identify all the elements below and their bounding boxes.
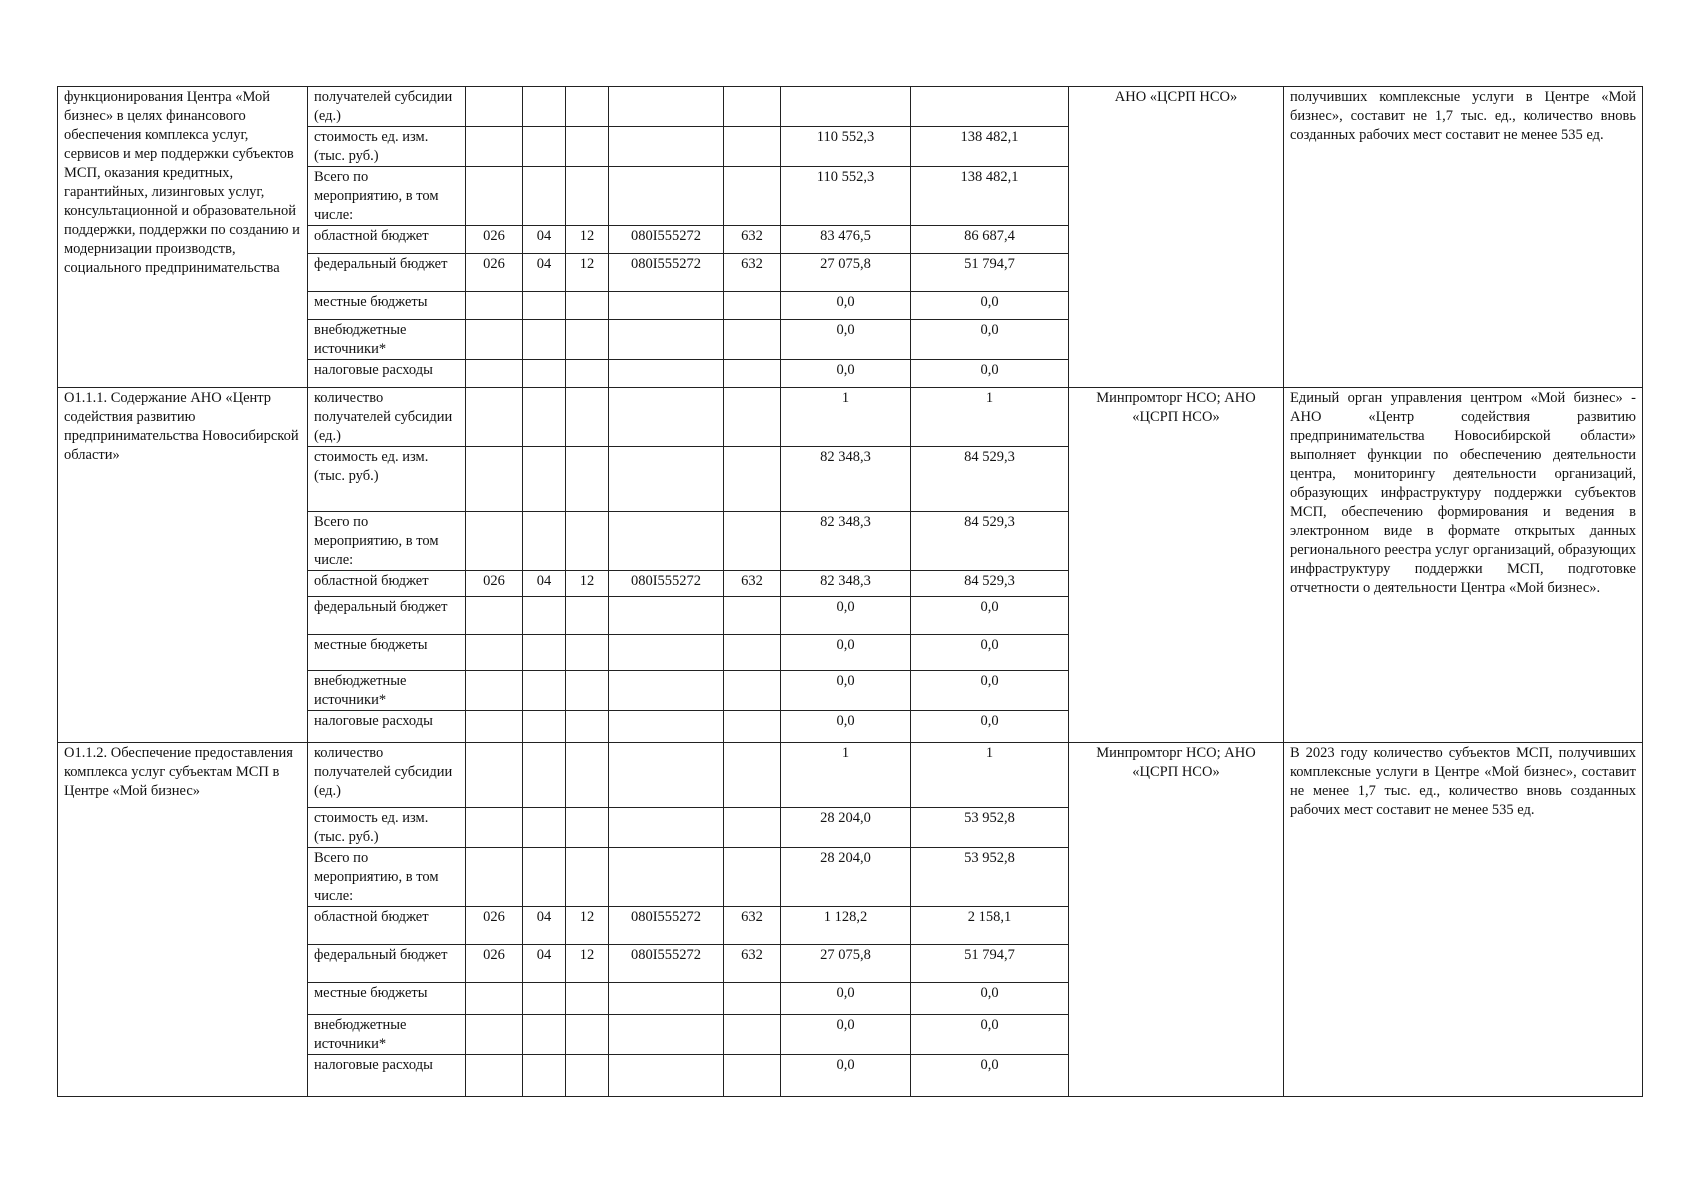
value-year-2: 0,0 — [911, 711, 1069, 743]
pr-code — [566, 388, 609, 447]
value-year-1: 28 204,0 — [781, 808, 911, 848]
indicator-label: получателей субсидии (ед.) — [308, 87, 466, 127]
csr-code — [609, 597, 724, 635]
pr-code — [566, 1055, 609, 1097]
csr-code — [609, 320, 724, 360]
table-row — [58, 388, 1643, 447]
indicator-label: стоимость ед. изм. (тыс. руб.) — [308, 447, 466, 512]
grbs-code — [466, 87, 523, 127]
value-year-1: 27 075,8 — [781, 945, 911, 983]
csr-code — [609, 671, 724, 711]
value-year-2: 0,0 — [911, 320, 1069, 360]
csr-code — [609, 635, 724, 671]
pr-code: 12 — [566, 907, 609, 945]
grbs-code — [466, 292, 523, 320]
grbs-code — [466, 320, 523, 360]
pr-code — [566, 848, 609, 907]
indicator-label: налоговые расходы — [308, 1055, 466, 1097]
rz-code — [523, 743, 566, 808]
value-year-1: 0,0 — [781, 1015, 911, 1055]
value-year-1: 1 — [781, 743, 911, 808]
csr-code — [609, 87, 724, 127]
indicator-label: Всего по мероприятию, в том числе: — [308, 167, 466, 226]
rz-code — [523, 167, 566, 226]
pr-code — [566, 635, 609, 671]
vr-code — [724, 512, 781, 571]
grbs-code: 026 — [466, 226, 523, 254]
indicator-label: внебюджетные источники* — [308, 320, 466, 360]
value-year-2: 1 — [911, 388, 1069, 447]
indicator-label: местные бюджеты — [308, 983, 466, 1015]
vr-code — [724, 597, 781, 635]
pr-code — [566, 1015, 609, 1055]
grbs-code — [466, 512, 523, 571]
pr-code — [566, 360, 609, 388]
value-year-1: 0,0 — [781, 292, 911, 320]
csr-code — [609, 167, 724, 226]
value-year-2: 84 529,3 — [911, 571, 1069, 597]
value-year-1: 110 552,3 — [781, 167, 911, 226]
value-year-1: 0,0 — [781, 711, 911, 743]
csr-code — [609, 292, 724, 320]
indicator-label: налоговые расходы — [308, 711, 466, 743]
grbs-code — [466, 1055, 523, 1097]
indicator-label: Всего по мероприятию, в том числе: — [308, 512, 466, 571]
rz-code — [523, 635, 566, 671]
value-year-2: 138 482,1 — [911, 167, 1069, 226]
pr-code — [566, 808, 609, 848]
vr-code — [724, 1015, 781, 1055]
rz-code — [523, 711, 566, 743]
vr-code — [724, 360, 781, 388]
indicator-label: количество получателей субсидии (ед.) — [308, 388, 466, 447]
csr-code — [609, 1055, 724, 1097]
pr-code: 12 — [566, 571, 609, 597]
pr-code — [566, 671, 609, 711]
pr-code — [566, 127, 609, 167]
rz-code — [523, 848, 566, 907]
indicator-label: количество получателей субсидии (ед.) — [308, 743, 466, 808]
rz-code: 04 — [523, 571, 566, 597]
pr-code — [566, 87, 609, 127]
activity-title: О1.1.2. Обеспечение предоставления комплекса услуг субъектам МСП в Центре «Мой бизнес» — [58, 743, 308, 1097]
vr-code — [724, 447, 781, 512]
grbs-code — [466, 983, 523, 1015]
vr-code: 632 — [724, 907, 781, 945]
pr-code — [566, 512, 609, 571]
rz-code — [523, 320, 566, 360]
grbs-code — [466, 360, 523, 388]
vr-code: 632 — [724, 571, 781, 597]
value-year-1: 0,0 — [781, 597, 911, 635]
vr-code — [724, 388, 781, 447]
rz-code — [523, 808, 566, 848]
vr-code — [724, 320, 781, 360]
indicator-label: местные бюджеты — [308, 635, 466, 671]
indicator-label: федеральный бюджет — [308, 254, 466, 292]
vr-code — [724, 743, 781, 808]
indicator-label: стоимость ед. изм. (тыс. руб.) — [308, 808, 466, 848]
grbs-code — [466, 127, 523, 167]
csr-code — [609, 1015, 724, 1055]
grbs-code — [466, 597, 523, 635]
pr-code — [566, 597, 609, 635]
value-year-1: 1 128,2 — [781, 907, 911, 945]
value-year-2: 0,0 — [911, 635, 1069, 671]
csr-code — [609, 983, 724, 1015]
rz-code — [523, 1015, 566, 1055]
vr-code — [724, 711, 781, 743]
grbs-code — [466, 848, 523, 907]
budget-table — [57, 86, 1643, 1097]
executor: АНО «ЦСРП НСО» — [1069, 87, 1284, 388]
rz-code — [523, 388, 566, 447]
rz-code — [523, 360, 566, 388]
value-year-2: 0,0 — [911, 360, 1069, 388]
indicator-label: федеральный бюджет — [308, 597, 466, 635]
rz-code — [523, 1055, 566, 1097]
indicator-label: областной бюджет — [308, 571, 466, 597]
value-year-2: 138 482,1 — [911, 127, 1069, 167]
pr-code — [566, 711, 609, 743]
csr-code — [609, 360, 724, 388]
indicator-label: Всего по мероприятию, в том числе: — [308, 848, 466, 907]
csr-code — [609, 388, 724, 447]
vr-code — [724, 167, 781, 226]
pr-code: 12 — [566, 945, 609, 983]
csr-code — [609, 743, 724, 808]
grbs-code: 026 — [466, 254, 523, 292]
csr-code: 080I555272 — [609, 907, 724, 945]
value-year-1: 82 348,3 — [781, 447, 911, 512]
pr-code: 12 — [566, 226, 609, 254]
vr-code — [724, 635, 781, 671]
value-year-2: 1 — [911, 743, 1069, 808]
value-year-2: 51 794,7 — [911, 254, 1069, 292]
grbs-code — [466, 388, 523, 447]
value-year-1: 0,0 — [781, 1055, 911, 1097]
rz-code — [523, 983, 566, 1015]
grbs-code — [466, 447, 523, 512]
value-year-2: 2 158,1 — [911, 907, 1069, 945]
grbs-code: 026 — [466, 945, 523, 983]
vr-code — [724, 983, 781, 1015]
value-year-2: 51 794,7 — [911, 945, 1069, 983]
value-year-1: 0,0 — [781, 320, 911, 360]
value-year-1: 28 204,0 — [781, 848, 911, 907]
value-year-2: 0,0 — [911, 292, 1069, 320]
value-year-1 — [781, 87, 911, 127]
rz-code — [523, 671, 566, 711]
grbs-code — [466, 671, 523, 711]
grbs-code — [466, 711, 523, 743]
activity-title: функционирования Центра «Мой бизнес» в целях финансового обеспечения комплекса услуг, сервисов и мер поддержки субъектов МСП, оказания кредитных, гарантийных, лизинговых услуг, консультационной и образовательной поддержки, поддержки по созданию и модернизации производств, социального предпринимательства — [58, 87, 308, 388]
value-year-1: 110 552,3 — [781, 127, 911, 167]
vr-code — [724, 671, 781, 711]
pr-code: 12 — [566, 254, 609, 292]
csr-code: 080I555272 — [609, 254, 724, 292]
indicator-label: внебюджетные источники* — [308, 1015, 466, 1055]
csr-code — [609, 711, 724, 743]
indicator-label: местные бюджеты — [308, 292, 466, 320]
expected-result: Единый орган управления центром «Мой бизнес» - АНО «Центр содействия развитию предпринимательства Новосибирской области» выполняет функции по обеспечению деятельности центра, мониторингу деятельности организаций, образующих инфраструктуру поддержки субъектов МСП, обеспечению формирования и ведения в электронном виде в формате открытых данных регионального реестра услуг организаций, образующих инфраструктуру поддержки МСП, подготовке отчетности о деятельности Центра «Мой бизнес». — [1284, 388, 1643, 743]
indicator-label: внебюджетные источники* — [308, 671, 466, 711]
grbs-code — [466, 1015, 523, 1055]
rz-code: 04 — [523, 907, 566, 945]
value-year-1: 27 075,8 — [781, 254, 911, 292]
value-year-1: 0,0 — [781, 360, 911, 388]
csr-code — [609, 808, 724, 848]
value-year-1: 0,0 — [781, 635, 911, 671]
grbs-code — [466, 743, 523, 808]
vr-code: 632 — [724, 254, 781, 292]
grbs-code: 026 — [466, 907, 523, 945]
pr-code — [566, 447, 609, 512]
rz-code — [523, 127, 566, 167]
activity-title: О1.1.1. Содержание АНО «Центр содействия развитию предпринимательства Новосибирской области» — [58, 388, 308, 743]
rz-code: 04 — [523, 254, 566, 292]
pr-code — [566, 320, 609, 360]
value-year-2: 0,0 — [911, 1015, 1069, 1055]
value-year-2: 0,0 — [911, 671, 1069, 711]
pr-code — [566, 292, 609, 320]
indicator-label: стоимость ед. изм. (тыс. руб.) — [308, 127, 466, 167]
indicator-label: областной бюджет — [308, 226, 466, 254]
grbs-code — [466, 808, 523, 848]
vr-code — [724, 848, 781, 907]
rz-code — [523, 447, 566, 512]
value-year-2: 53 952,8 — [911, 848, 1069, 907]
vr-code — [724, 292, 781, 320]
csr-code: 080I555272 — [609, 226, 724, 254]
csr-code — [609, 447, 724, 512]
value-year-2: 0,0 — [911, 983, 1069, 1015]
pr-code — [566, 743, 609, 808]
vr-code: 632 — [724, 945, 781, 983]
csr-code: 080I555272 — [609, 571, 724, 597]
value-year-1: 0,0 — [781, 983, 911, 1015]
grbs-code: 026 — [466, 571, 523, 597]
indicator-label: федеральный бюджет — [308, 945, 466, 983]
expected-result: получивших комплексные услуги в Центре «Мой бизнес», составит не 1,7 тыс. ед., количество вновь созданных рабочих мест составит не менее 535 ед. — [1284, 87, 1643, 388]
rz-code — [523, 87, 566, 127]
value-year-1: 1 — [781, 388, 911, 447]
vr-code: 632 — [724, 226, 781, 254]
value-year-2: 84 529,3 — [911, 447, 1069, 512]
value-year-1: 82 348,3 — [781, 512, 911, 571]
pr-code — [566, 167, 609, 226]
value-year-1: 83 476,5 — [781, 226, 911, 254]
value-year-2 — [911, 87, 1069, 127]
rz-code — [523, 292, 566, 320]
csr-code — [609, 127, 724, 167]
csr-code — [609, 512, 724, 571]
value-year-1: 0,0 — [781, 671, 911, 711]
vr-code — [724, 87, 781, 127]
indicator-label: налоговые расходы — [308, 360, 466, 388]
rz-code: 04 — [523, 945, 566, 983]
rz-code: 04 — [523, 226, 566, 254]
value-year-2: 0,0 — [911, 597, 1069, 635]
rz-code — [523, 512, 566, 571]
vr-code — [724, 808, 781, 848]
value-year-2: 0,0 — [911, 1055, 1069, 1097]
vr-code — [724, 1055, 781, 1097]
indicator-label: областной бюджет — [308, 907, 466, 945]
table-row — [58, 87, 1643, 127]
value-year-2: 84 529,3 — [911, 512, 1069, 571]
value-year-1: 82 348,3 — [781, 571, 911, 597]
value-year-2: 53 952,8 — [911, 808, 1069, 848]
csr-code — [609, 848, 724, 907]
vr-code — [724, 127, 781, 167]
expected-result: В 2023 году количество субъектов МСП, получивших комплексные услуги в Центре «Мой бизнес», составит не менее 1,7 тыс. ед., количество вновь созданных рабочих мест составит не менее 535 ед. — [1284, 743, 1643, 1097]
pr-code — [566, 983, 609, 1015]
grbs-code — [466, 167, 523, 226]
table-body — [58, 87, 1643, 1097]
value-year-2: 86 687,4 — [911, 226, 1069, 254]
table-row — [58, 743, 1643, 808]
rz-code — [523, 597, 566, 635]
grbs-code — [466, 635, 523, 671]
executor: Минпромторг НСО; АНО «ЦСРП НСО» — [1069, 388, 1284, 743]
executor: Минпромторг НСО; АНО «ЦСРП НСО» — [1069, 743, 1284, 1097]
csr-code: 080I555272 — [609, 945, 724, 983]
